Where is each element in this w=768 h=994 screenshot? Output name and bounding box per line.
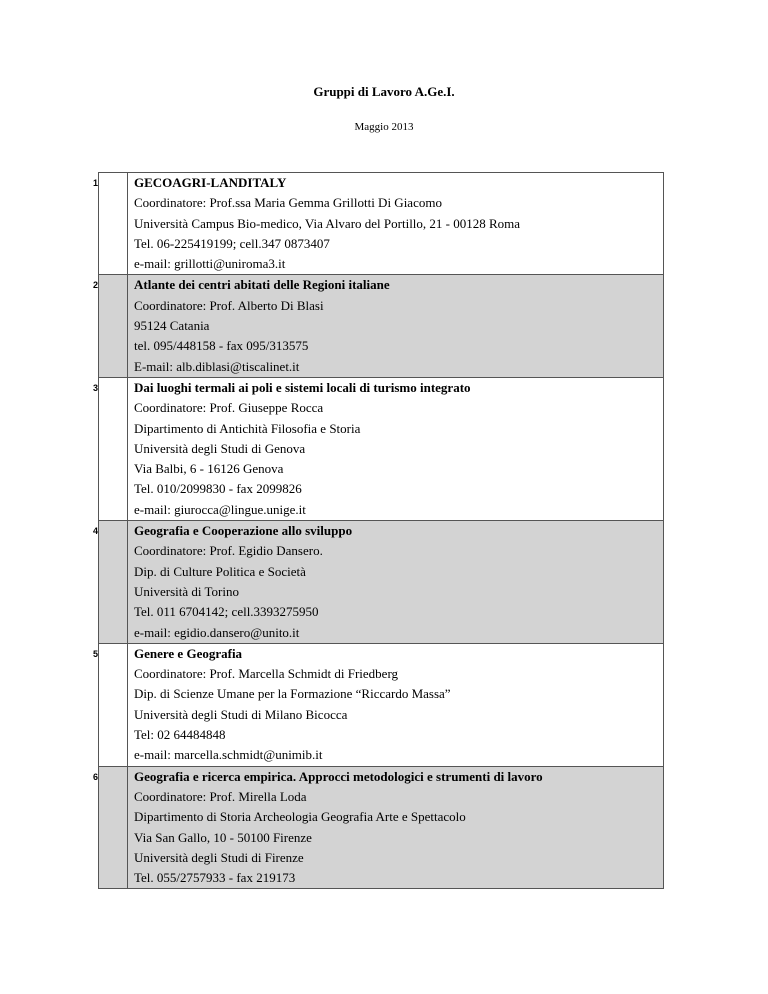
group-row [99, 173, 664, 275]
groups-table-body [93, 173, 664, 889]
group-details-cell [128, 275, 664, 377]
group-email: e-mail: egidio.dansero@unito.it [134, 624, 300, 640]
group-row [99, 643, 664, 766]
group-number: 6 [93, 771, 99, 782]
group-email: e-mail: giurocca@lingue.unige.it [134, 501, 306, 517]
group-coordinator: Coordinatore: Prof. Alberto Di Blasi [134, 297, 324, 313]
page-title: Gruppi di Lavoro A.Ge.I. [313, 84, 455, 99]
group-details-cell [128, 521, 664, 644]
group-name: Atlante dei centri abitati delle Regioni italiane [134, 277, 390, 293]
group-detail-line: Dip. di Culture Politica e Società [134, 563, 306, 579]
group-row [99, 275, 664, 377]
group-number: 1 [93, 178, 99, 188]
group-details-cell [128, 766, 664, 889]
group-name: Genere e Geografia [134, 645, 243, 661]
group-detail-line: Università degli Studi di Milano Bicocca [134, 706, 348, 722]
group-phone: Tel. 010/2099830 - fax 2099826 [134, 481, 302, 497]
group-number: 2 [93, 280, 99, 291]
group-detail-line: Dipartimento di Antichità Filosofia e Storia [134, 420, 361, 436]
group-detail-line: Università di Torino [134, 583, 240, 599]
group-detail-line: Via San Gallo, 10 - 50100 Firenze [134, 829, 312, 845]
group-email: e-mail: grillotti@uniroma3.it [134, 256, 286, 272]
group-phone: Tel. 06-225419199; cell.347 0873407 [134, 235, 330, 251]
group-name: Geografia e Cooperazione allo sviluppo [134, 523, 353, 539]
group-detail-line: Dip. di Scienze Umane per la Formazione “Riccardo Massa” [134, 686, 451, 702]
group-coordinator: Coordinatore: Prof. Giuseppe Rocca [134, 400, 324, 416]
group-coordinator: Coordinatore: Prof. Egidio Dansero. [134, 543, 323, 559]
group-coordinator: Coordinatore: Prof. Mirella Loda [134, 788, 307, 804]
group-number-cell [93, 173, 128, 275]
group-number: 3 [93, 382, 99, 393]
group-detail-line: 95124 Catania [134, 318, 210, 334]
group-detail-line: Dipartimento di Storia Archeologia Geografia Arte e Spettacolo [134, 809, 466, 825]
group-number: 5 [93, 648, 99, 659]
group-row [99, 766, 664, 889]
group-row [99, 521, 664, 644]
group-detail-line: Università degli Studi di Genova [134, 440, 306, 456]
group-phone: Tel: 02 64484848 [134, 727, 226, 743]
group-phone: Tel. 011 6704142; cell.3393275950 [134, 604, 319, 620]
group-coordinator: Coordinatore: Prof. Marcella Schmidt di Friedberg [134, 666, 399, 682]
group-detail-line: Via Balbi, 6 - 16126 Genova [134, 461, 284, 477]
group-number-cell [93, 643, 128, 766]
group-detail-line: Università degli Studi di Firenze [134, 849, 304, 865]
group-number: 4 [93, 526, 99, 537]
group-phone: tel. 095/448158 - fax 095/313575 [134, 338, 309, 354]
group-details-cell [128, 377, 664, 520]
group-row [99, 377, 664, 520]
group-name: Geografia e ricerca empirica. Approcci metodologici e strumenti di lavoro [134, 768, 543, 784]
page-subtitle: Maggio 2013 [354, 121, 414, 133]
group-number-cell [93, 275, 128, 377]
group-email: E-mail: alb.diblasi@tiscalinet.it [134, 358, 300, 374]
group-number-cell [93, 377, 128, 520]
groups-table [93, 172, 664, 889]
group-name: GECOAGRI-LANDITALY [134, 175, 287, 190]
group-details-cell [128, 173, 664, 275]
group-number-cell [93, 766, 128, 889]
group-detail-line: Università Campus Bio-medico, Via Alvaro del Portillo, 21 - 00128 Roma [134, 215, 521, 231]
group-email: e-mail: marcella.schmidt@unimib.it [134, 747, 323, 763]
group-coordinator: Coordinatore: Prof.ssa Maria Gemma Grillotti Di Giacomo [134, 195, 442, 211]
group-name: Dai luoghi termali ai poli e sistemi locali di turismo integrato [134, 379, 471, 395]
group-details-cell [128, 643, 664, 766]
group-number-cell [93, 521, 128, 644]
group-phone: Tel. 055/2757933 - fax 219173 [134, 870, 296, 886]
